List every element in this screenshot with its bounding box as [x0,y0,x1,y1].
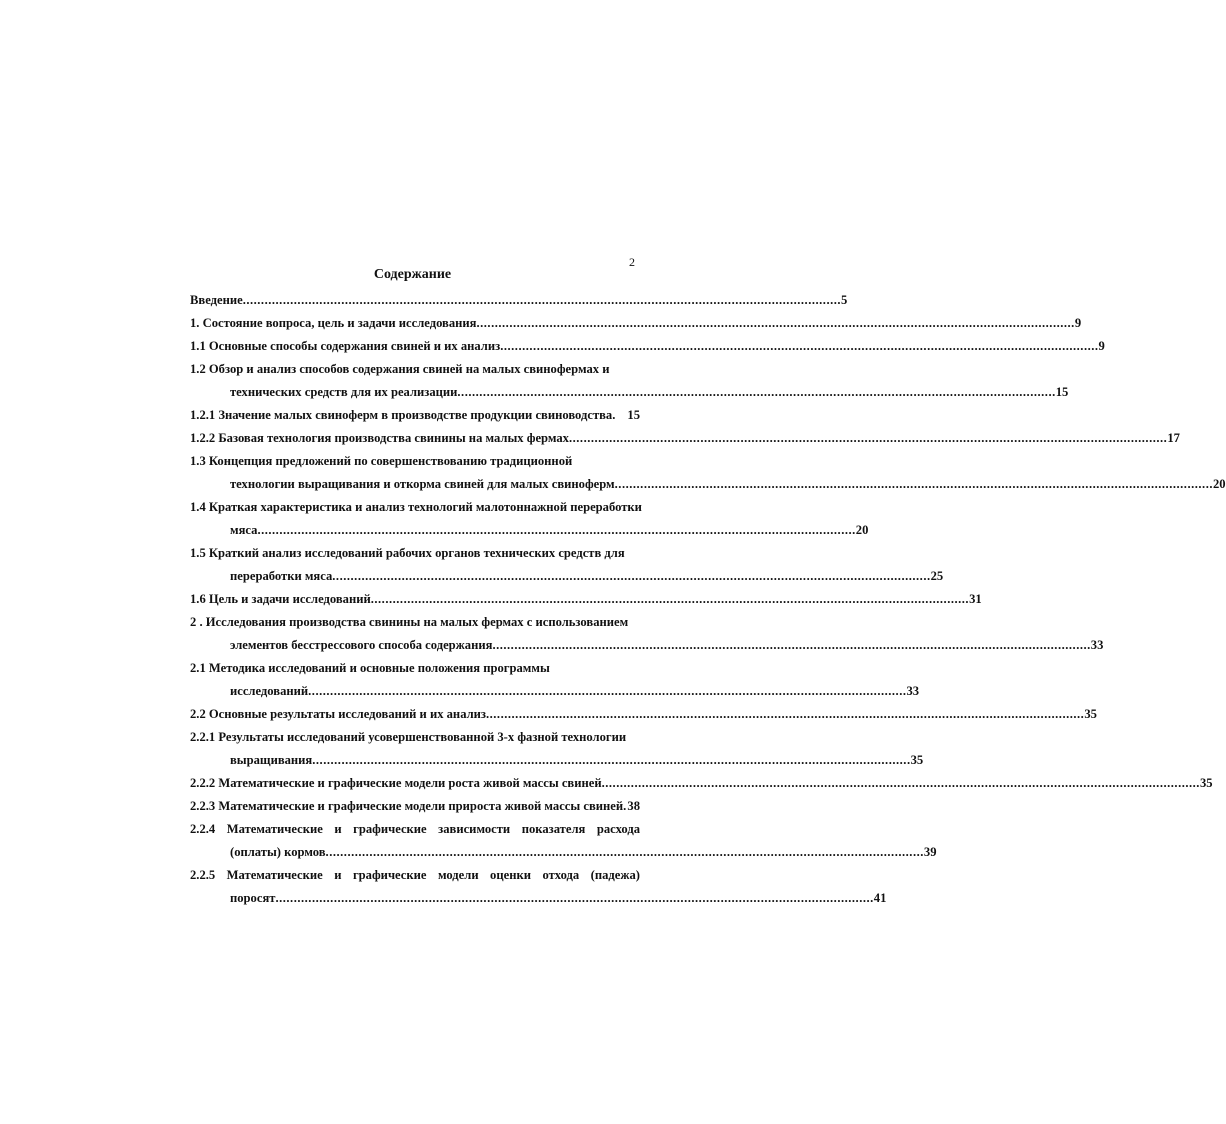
toc-entry: 2.2.4 Математические и графические зависимости показателя расхода [190,822,640,836]
toc-entry-continuation: исследований .................................................................................................................................................................... 33 [230,684,920,698]
toc-entry: 1.4 Краткая характеристика и анализ технологий малотоннажной переработки [190,500,642,514]
toc-entry: 1. Состояние вопроса, цель и задачи исследования .................................................................................................................................................................... 9 [190,316,1082,330]
toc-entry-continuation: поросят .................................................................................................................................................................... 41 [230,891,887,905]
toc-entry: 2.2.1 Результаты исследований усовершенствованной 3-х фазной технологии [190,730,627,744]
toc-title: Содержание [373,267,452,282]
toc-entry: 1.2.1 Значение малых свиноферм в производстве продукции свиноводства. 15 [190,408,640,422]
toc-entry-continuation: технических средств для их реализации .................................................................................................................................................................... 15 [230,385,1069,399]
toc-entry: 1.2 Обзор и анализ способов содержания свиней на малых свинофермах и [190,362,610,376]
toc-entry-continuation: переработки мяса .................................................................................................................................................................... 25 [230,569,944,583]
toc-entry-continuation: мяса .................................................................................................................................................................... 20 [230,523,869,537]
toc-entry: 2.2.2 Математические и графические модели роста живой массы свиней .................................................................................................................................................................... 35 [190,776,1213,790]
page-number: 2 [629,255,635,269]
toc-entry: 2.2.5 Математические и графические модели оценки отхода (падежа) [190,868,640,882]
toc-entry-continuation: выращивания .................................................................................................................................................................... 35 [230,753,924,767]
toc-entry: 2.2.3 Математические и графические модели прироста живой массы свиней. 38 [190,799,640,813]
toc-entry: 2.2 Основные результаты исследований и их анализ .................................................................................................................................................................... 35 [190,707,1097,721]
toc-entry: 1.2.2 Базовая технология производства свинины на малых фермах .................................................................................................................................................................... 17 [190,431,1180,445]
toc-entry: 1.1 Основные способы содержания свиней и их анализ .................................................................................................................................................................... 9 [190,339,1105,353]
toc-entry: Введение .................................................................................................................................................................... 5 [190,293,848,307]
toc-entry: 1.5 Краткий анализ исследований рабочих органов технических средств для [190,546,625,560]
toc-entry: 1.3 Концепция предложений по совершенствованию традиционной [190,454,573,468]
toc-entry: 2.1 Методика исследований и основные положения программы [190,661,550,675]
toc-entry: 2 . Исследования производства свинины на малых фермах с использованием [190,615,629,629]
toc-entry-continuation: (оплаты) кормов .................................................................................................................................................................... 39 [230,845,937,859]
toc-entry: 1.6 Цель и задачи исследований .................................................................................................................................................................... 31 [190,592,982,606]
toc-entry-continuation: элементов бесстрессового способа содержания .................................................................................................................................................................... 33 [230,638,1104,652]
toc-entry-continuation: технологии выращивания и откорма свиней для малых свиноферм .................................................................................................................................................................... 20 [230,477,1226,491]
